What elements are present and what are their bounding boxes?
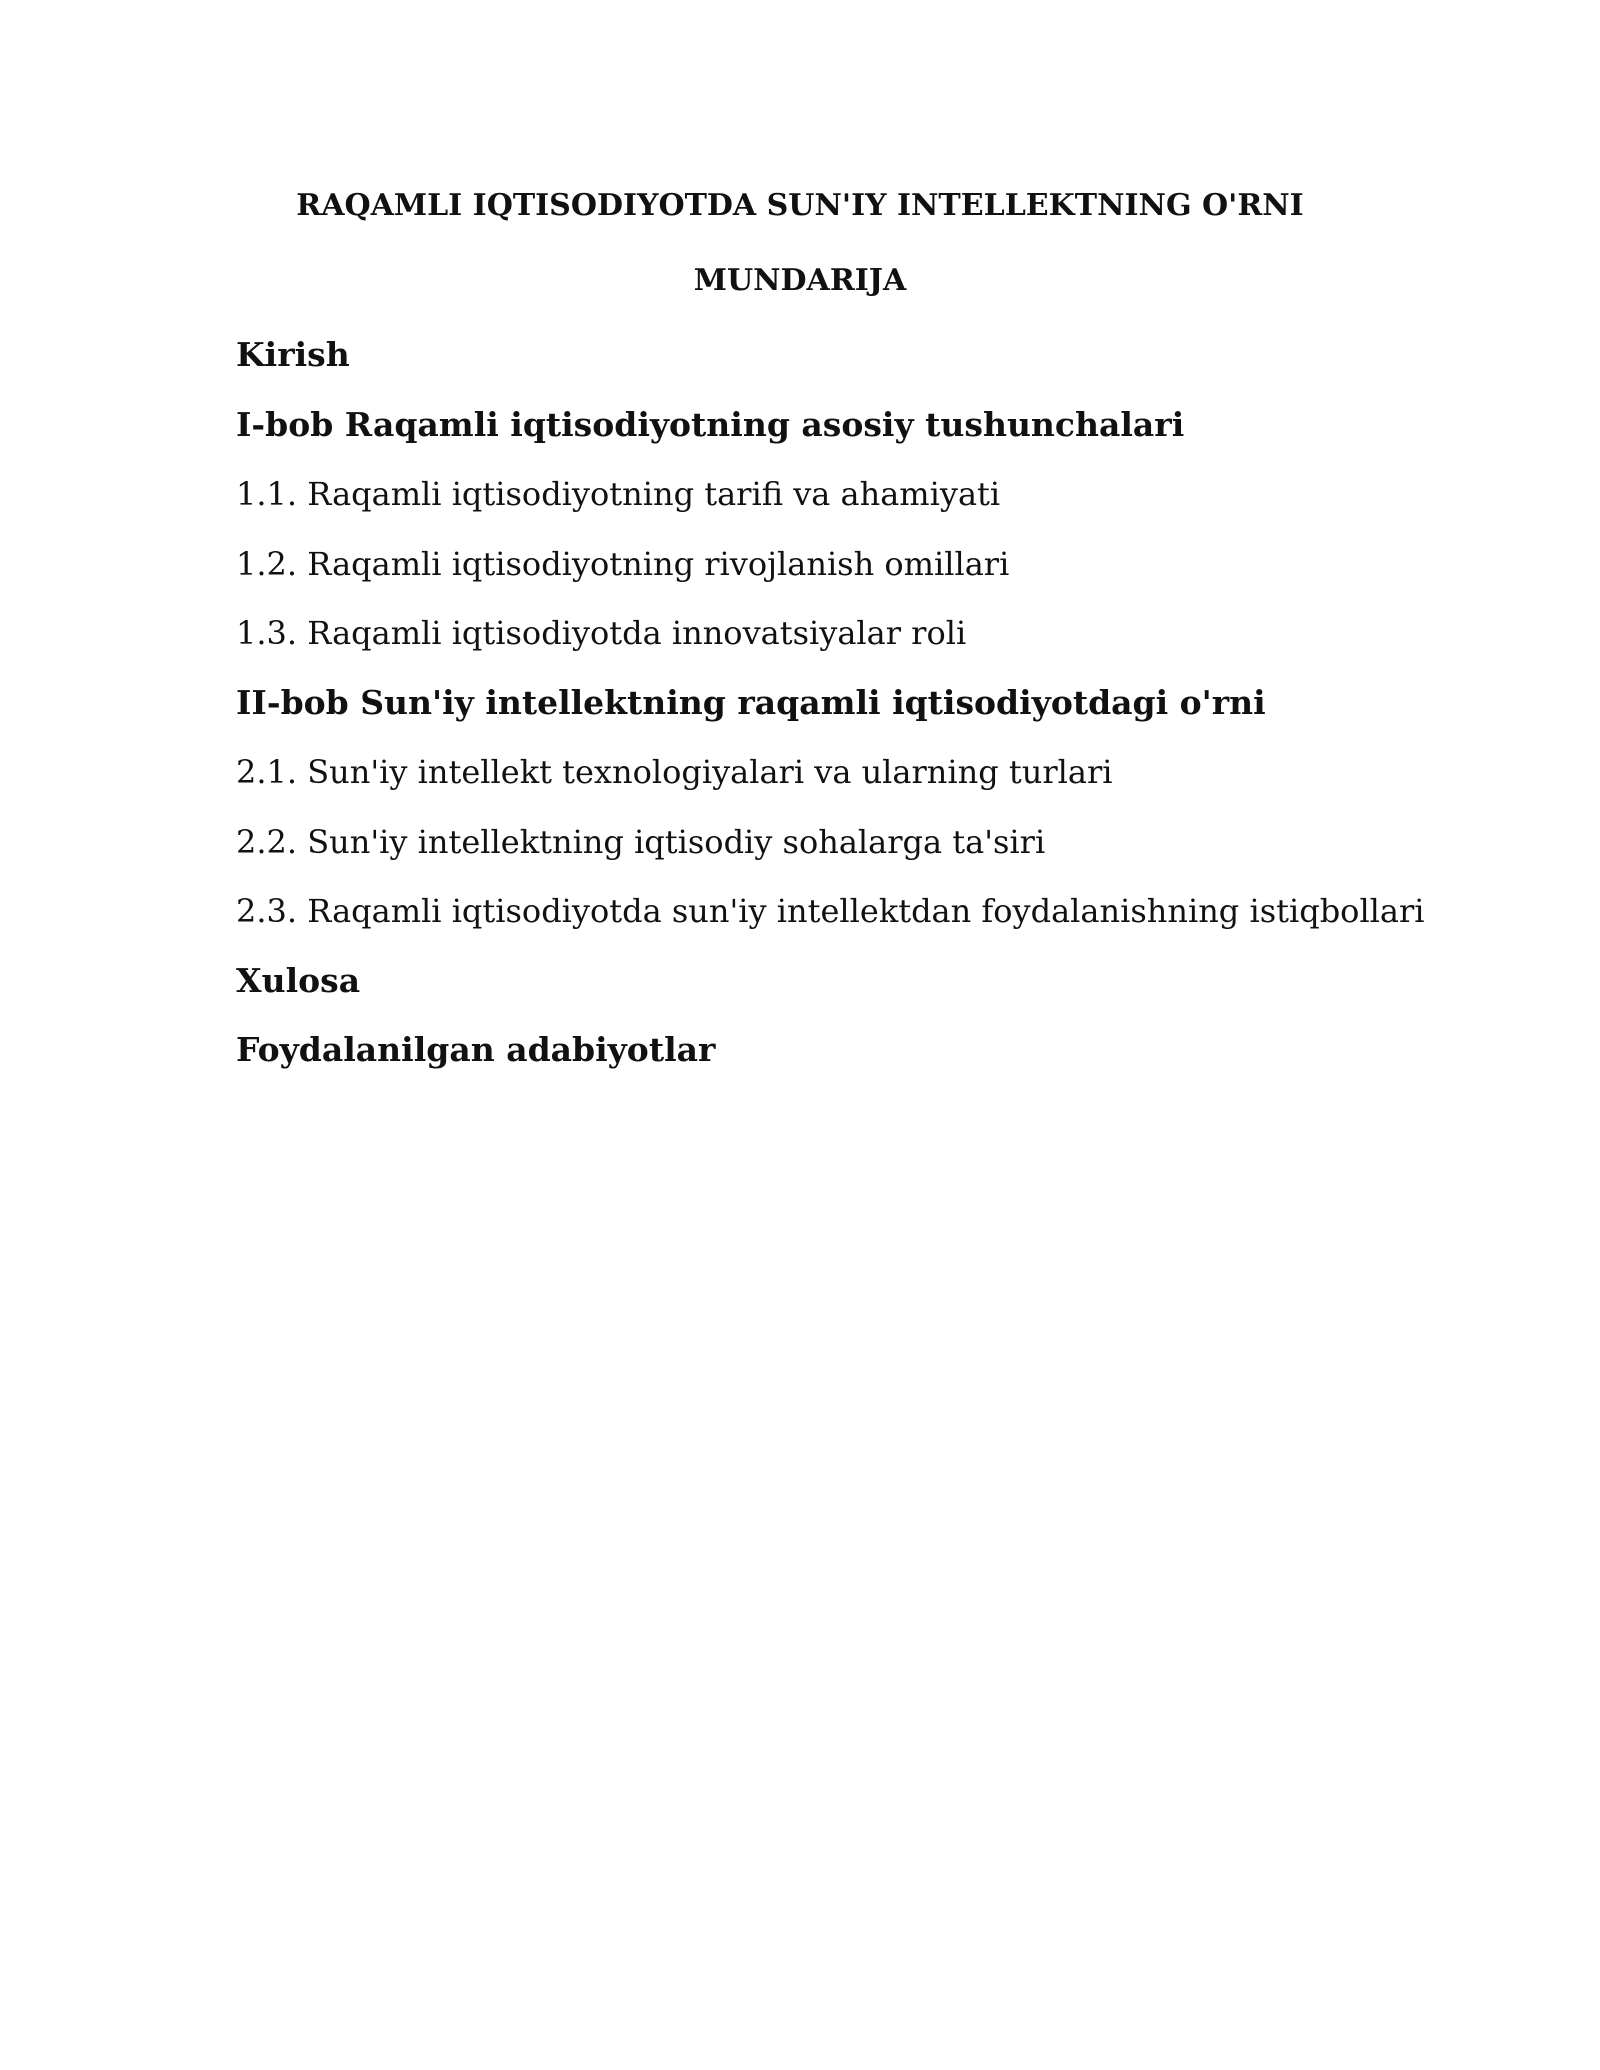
toc-item-xulosa: Xulosa — [236, 960, 361, 1000]
toc-item-chapter-2: II-bob Sun'iy intellektning raqamli iqtisodiyotdagi o'rni — [236, 682, 1266, 722]
toc-item-chapter-1: I-bob Raqamli iqtisodiyotning asosiy tushunchalari — [236, 404, 1185, 444]
table-of-contents — [236, 333, 1436, 1098]
toc-item-references: Foydalanilgan adabiyotlar — [236, 1030, 716, 1069]
toc-item-kirish: Kirish — [236, 335, 350, 374]
document-title: RAQAMLI IQTISODIYOTDA SUN'IY INTELLEKTNING O'RNI — [296, 188, 1304, 223]
toc-heading: MUNDARIJA — [693, 263, 907, 298]
toc-item-2-1: 2.1. Sun'iy intellekt texnologiyalari va ularning turlari — [236, 753, 1113, 791]
toc-item-1-1: 1.1. Raqamli iqtisodiyotning tarifi va ahamiyati — [236, 475, 1001, 513]
toc-item-1-3: 1.3. Raqamli iqtisodiyotda innovatsiyalar roli — [236, 614, 967, 652]
toc-item-2-2: 2.2. Sun'iy intellektning iqtisodiy sohalarga ta'siri — [236, 822, 1046, 861]
toc-item-1-2: 1.2. Raqamli iqtisodiyotning rivojlanish omillari — [236, 544, 1010, 583]
toc-item-2-3: 2.3. Raqamli iqtisodiyotda sun'iy intellektdan foydalanishning istiqbollari — [236, 892, 1425, 930]
